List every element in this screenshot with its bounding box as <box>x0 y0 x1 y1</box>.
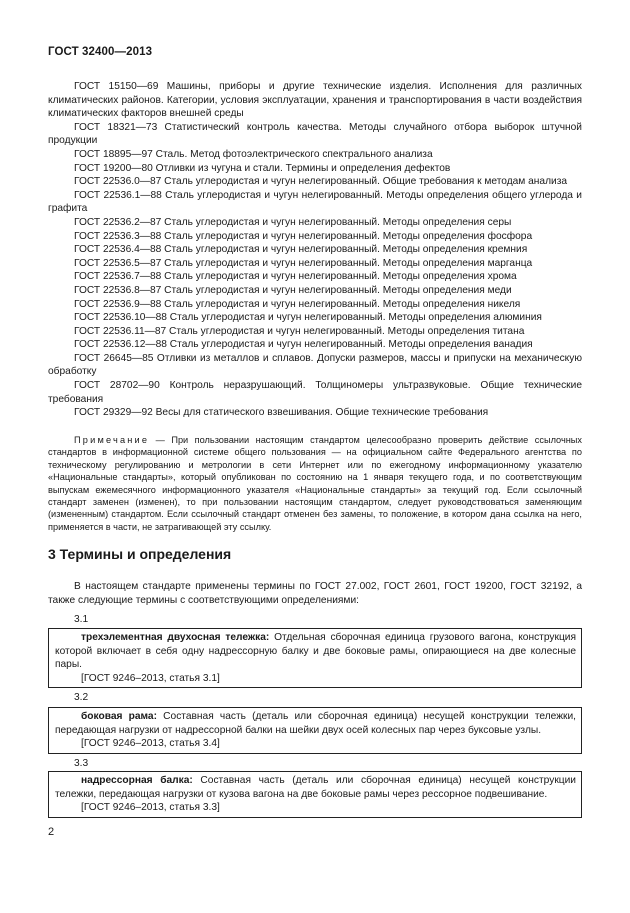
reference-item: ГОСТ 22536.12—88 Сталь углеродистая и чугун нелегированный. Методы определения ванадия <box>74 339 533 351</box>
term-source: [ГОСТ 9246–2013, статья 3.4] <box>81 738 220 750</box>
term-number: 3.2 <box>74 692 89 703</box>
term-definition <box>55 631 576 672</box>
note-text: — При пользовании настоящим стандартом целесообразно проверить действие ссылочных стандартов в информационной системе общего пользования — на официальном сайте Федерального агентства по техническому регулированию и метрологии в сети Интернет или по ежегодному информационному указателю «Национальные стандарты», который опубликован по состоянию на 1 января текущего года, и по соответствующим выпускам ежемесячного информационного указателя «Национальные стандарты» за текущий год. Если ссылочный стандарт заменен (изменен), то при пользовании настоящим стандартом, следует руководствоваться заменяющим (измененным) стандартом. Если ссылочный стандарт отменен без замены, то положение, в котором дана ссылка на него, применяется в части, не затрагивающей эту ссылку. <box>48 435 582 532</box>
reference-item: ГОСТ 22536.5—87 Сталь углеродистая и чугун нелегированный. Методы определения марганца <box>74 257 533 269</box>
reference-item: ГОСТ 22536.8—87 Сталь углеродистая и чугун нелегированный. Методы определения меди <box>74 284 512 296</box>
reference-item: ГОСТ 28702—90 Контроль неразрушающий. Толщиномеры ультразвуковые. Общие технические требования <box>48 380 582 405</box>
note-label: Примечание <box>74 435 150 445</box>
reference-item: ГОСТ 22536.2—87 Сталь углеродистая и чугун нелегированный. Методы определения серы <box>74 216 512 228</box>
term-definition <box>55 710 576 737</box>
document-header: ГОСТ 32400—2013 <box>48 46 153 58</box>
term-definition-box <box>48 707 582 754</box>
reference-item: ГОСТ 22536.1—88 Сталь углеродистая и чугун нелегированный. Методы определения общего углерода и графита <box>48 189 582 215</box>
term-definition-box <box>48 628 582 688</box>
note-paragraph <box>48 434 582 533</box>
page-number: 2 <box>48 826 55 838</box>
term-definition-box <box>48 771 582 818</box>
reference-item: ГОСТ 26645—85 Отливки из металлов и сплавов. Допуски размеров, массы и припуски на механическую обработку <box>48 352 582 378</box>
reference-item: ГОСТ 22536.0—87 Сталь углеродистая и чугун нелегированный. Общие требования к методам анализа <box>74 176 568 188</box>
term-definition <box>55 774 576 801</box>
term-name: трехэлементная двухосная тележка: <box>81 632 270 643</box>
reference-item: ГОСТ 19200—80 Отливки из чугуна и стали. Термины и определения дефектов <box>74 162 451 174</box>
normative-references-list <box>48 80 582 420</box>
term-text: Отдельная сборочная единица грузового вагона, конструкция которой включает в себя одну надрессорную балку и две боковые рамы, опирающиеся на две колесные пары. <box>55 632 576 671</box>
reference-item: ГОСТ 22536.9—88 Сталь углеродистая и чугун нелегированный. Методы определения никеля <box>74 298 521 310</box>
reference-item: ГОСТ 22536.7—88 Сталь углеродистая и чугун нелегированный. Методы определения хрома <box>74 271 517 283</box>
term-source: [ГОСТ 9246–2013, статья 3.3] <box>81 802 220 814</box>
term-name: надрессорная балка: <box>81 775 193 786</box>
reference-item: ГОСТ 22536.10—88 Сталь углеродистая и чугун нелегированный. Методы определения алюминия <box>74 312 542 324</box>
reference-item: ГОСТ 15150—69 Машины, приборы и другие технические изделия. Исполнения для различных климатических районов. Категории, условия эксплуатации, хранения и транспортирования в части воздействия климатических факторов внешней среды <box>48 81 582 120</box>
term-source: [ГОСТ 9246–2013, статья 3.1] <box>81 672 220 684</box>
section-intro: В настоящем стандарте применены термины по ГОСТ 27.002, ГОСТ 2601, ГОСТ 19200, ГОСТ 32192, а также следующие термины с соответствующими определениями: <box>48 581 582 606</box>
term-text: Составная часть (деталь или сборочная единица) несущей конструкции тележки, передающая нагрузки от надрессорной балки на шейки двух осей колесных пар через буксовые узлы. <box>55 711 576 736</box>
term-number: 3.1 <box>74 614 89 625</box>
reference-item: ГОСТ 22536.11—87 Сталь углеродистая и чугун нелегированный. Методы определения титана <box>74 325 525 337</box>
reference-item: ГОСТ 18895—97 Сталь. Метод фотоэлектрического спектрального анализа <box>74 148 433 160</box>
reference-item: ГОСТ 22536.4—88 Сталь углеродистая и чугун нелегированный. Методы определения кремния <box>74 244 528 256</box>
term-name: боковая рама: <box>81 711 157 722</box>
reference-item: ГОСТ 18321—73 Статистический контроль качества. Методы случайного отбора выборок штучной продукции <box>48 121 582 147</box>
term-text: Составная часть (деталь или сборочная единица) несущей конструкции тележки, передающая нагрузки от кузова вагона на две боковые рамы через рессорное подвешивание. <box>55 775 576 800</box>
section-title: 3 Термины и определения <box>48 546 232 562</box>
term-number: 3.3 <box>74 758 89 769</box>
reference-item: ГОСТ 29329—92 Весы для статического взвешивания. Общие технические требования <box>74 407 489 419</box>
reference-item: ГОСТ 22536.3—88 Сталь углеродистая и чугун нелегированный. Методы определения фосфора <box>74 230 533 242</box>
